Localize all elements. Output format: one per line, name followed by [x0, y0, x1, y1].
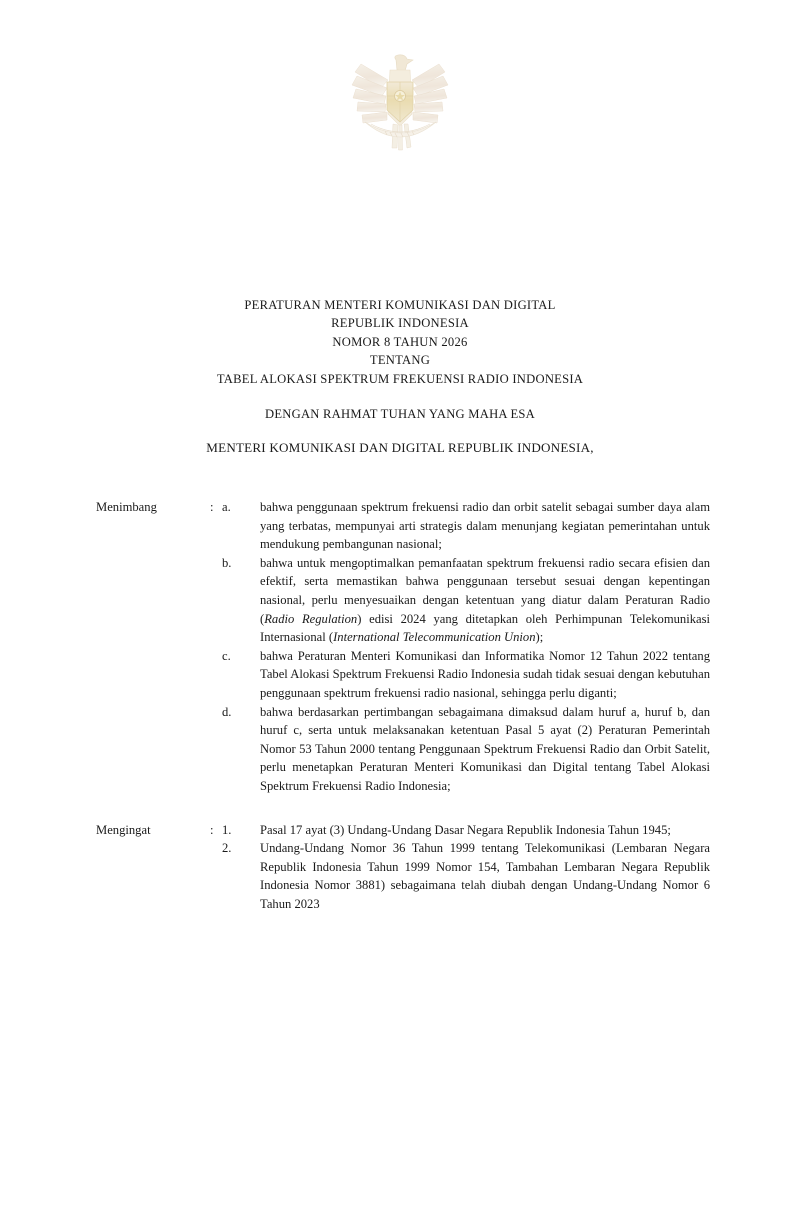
blessing-line: DENGAN RAHMAT TUHAN YANG MAHA ESA	[264, 407, 536, 422]
clause-marker: a.	[222, 500, 231, 514]
title-spacer-2	[0, 423, 800, 439]
clause-marker: b.	[222, 555, 232, 570]
title-line-4: TENTANG	[369, 353, 431, 368]
section-mengingat	[96, 821, 710, 914]
clause-row	[96, 821, 710, 840]
clause-text: bahwa penggunaan spektrum frekuensi radio dan orbit satelit sebagai sumber daya alam yang terbatas, mempunyai arti strategis dalam menunjang kegiatan pemerintahan untuk mendukung pembangunan nasional;	[260, 500, 710, 552]
title-line-5: TABEL ALOKASI SPEKTRUM FREKUENSI RADIO INDONESIA	[216, 371, 584, 386]
title-line-3: NOMOR 8 TAHUN 2026	[332, 334, 468, 349]
clause-row	[96, 647, 710, 703]
section-label-mengingat: Mengingat	[96, 822, 151, 837]
clause-marker: 2.	[222, 841, 232, 856]
clause-marker: 1.	[222, 822, 232, 837]
clause-row	[96, 839, 710, 913]
document-body	[96, 498, 710, 913]
clause-marker: d.	[222, 704, 232, 719]
section-menimbang	[96, 498, 710, 796]
clause-text: bahwa untuk mengoptimalkan pemanfaatan spektrum frekuensi radio secara efisien dan efektif, serta memastikan bahwa penggunaan tersebut sesuai dengan kepentingan nasional, perlu menyesuaikan dengan ketentuan yang diatur dalam Peraturan Radio (Radio Regulation) edisi 2024 yang ditetapkan oleh Perhimpunan Telekomunikasi Internasional (International Telecommunication Union);	[260, 555, 710, 645]
title-line-2: REPUBLIK INDONESIA	[331, 316, 469, 331]
authority-line: MENTERI KOMUNIKASI DAN DIGITAL REPUBLIK INDONESIA,	[206, 440, 594, 456]
garuda-pancasila-emblem	[341, 52, 459, 156]
section-colon: :	[210, 500, 214, 514]
emblem-container	[0, 52, 800, 161]
clause-text: Undang-Undang Nomor 36 Tahun 1999 tentang Telekomunikasi (Lembaran Negara Republik Indonesia Tahun 1999 Nomor 154, Tambahan Lembaran Negara Republik Indonesia Nomor 3881) sebagaimana telah diubah dengan Undang-Undang Nomor 6 Tahun 2023	[260, 841, 710, 911]
title-spacer-1	[0, 388, 800, 405]
clause-text: bahwa berdasarkan pertimbangan sebagaimana dimaksud dalam huruf a, huruf b, dan huruf c, serta untuk melaksanakan ketentuan Pasal 5 ayat (2) Peraturan Pemerintah Nomor 53 Tahun 2000 tentang Penggunaan Spektrum Frekuensi Radio dan Orbit Satelit, perlu menetapkan Peraturan Menteri Komunikasi dan Digital tentang Tabel Alokasi Spektrum Frekuensi Radio Indonesia;	[260, 704, 710, 793]
clause-text: Pasal 17 ayat (3) Undang-Undang Dasar Negara Republik Indonesia Tahun 1945;	[260, 822, 671, 837]
title-line-1: PERATURAN MENTERI KOMUNIKASI DAN DIGITAL	[244, 298, 556, 312]
section-label-menimbang: Menimbang	[96, 500, 157, 514]
clause-marker: c.	[222, 648, 231, 663]
clause-row	[96, 554, 710, 647]
section-spacer	[96, 796, 710, 821]
clause-row	[96, 703, 710, 796]
section-colon: :	[210, 822, 214, 837]
clause-text: bahwa Peraturan Menteri Komunikasi dan Informatika Nomor 12 Tahun 2022 tentang Tabel Alokasi Spektrum Frekuensi Radio Indonesia sudah tidak sesuai dengan kebutuhan penggunaan spektrum frekuensi radio nasional, sehingga perlu diganti;	[260, 648, 710, 700]
clause-row	[96, 498, 710, 554]
title-block	[0, 296, 800, 458]
